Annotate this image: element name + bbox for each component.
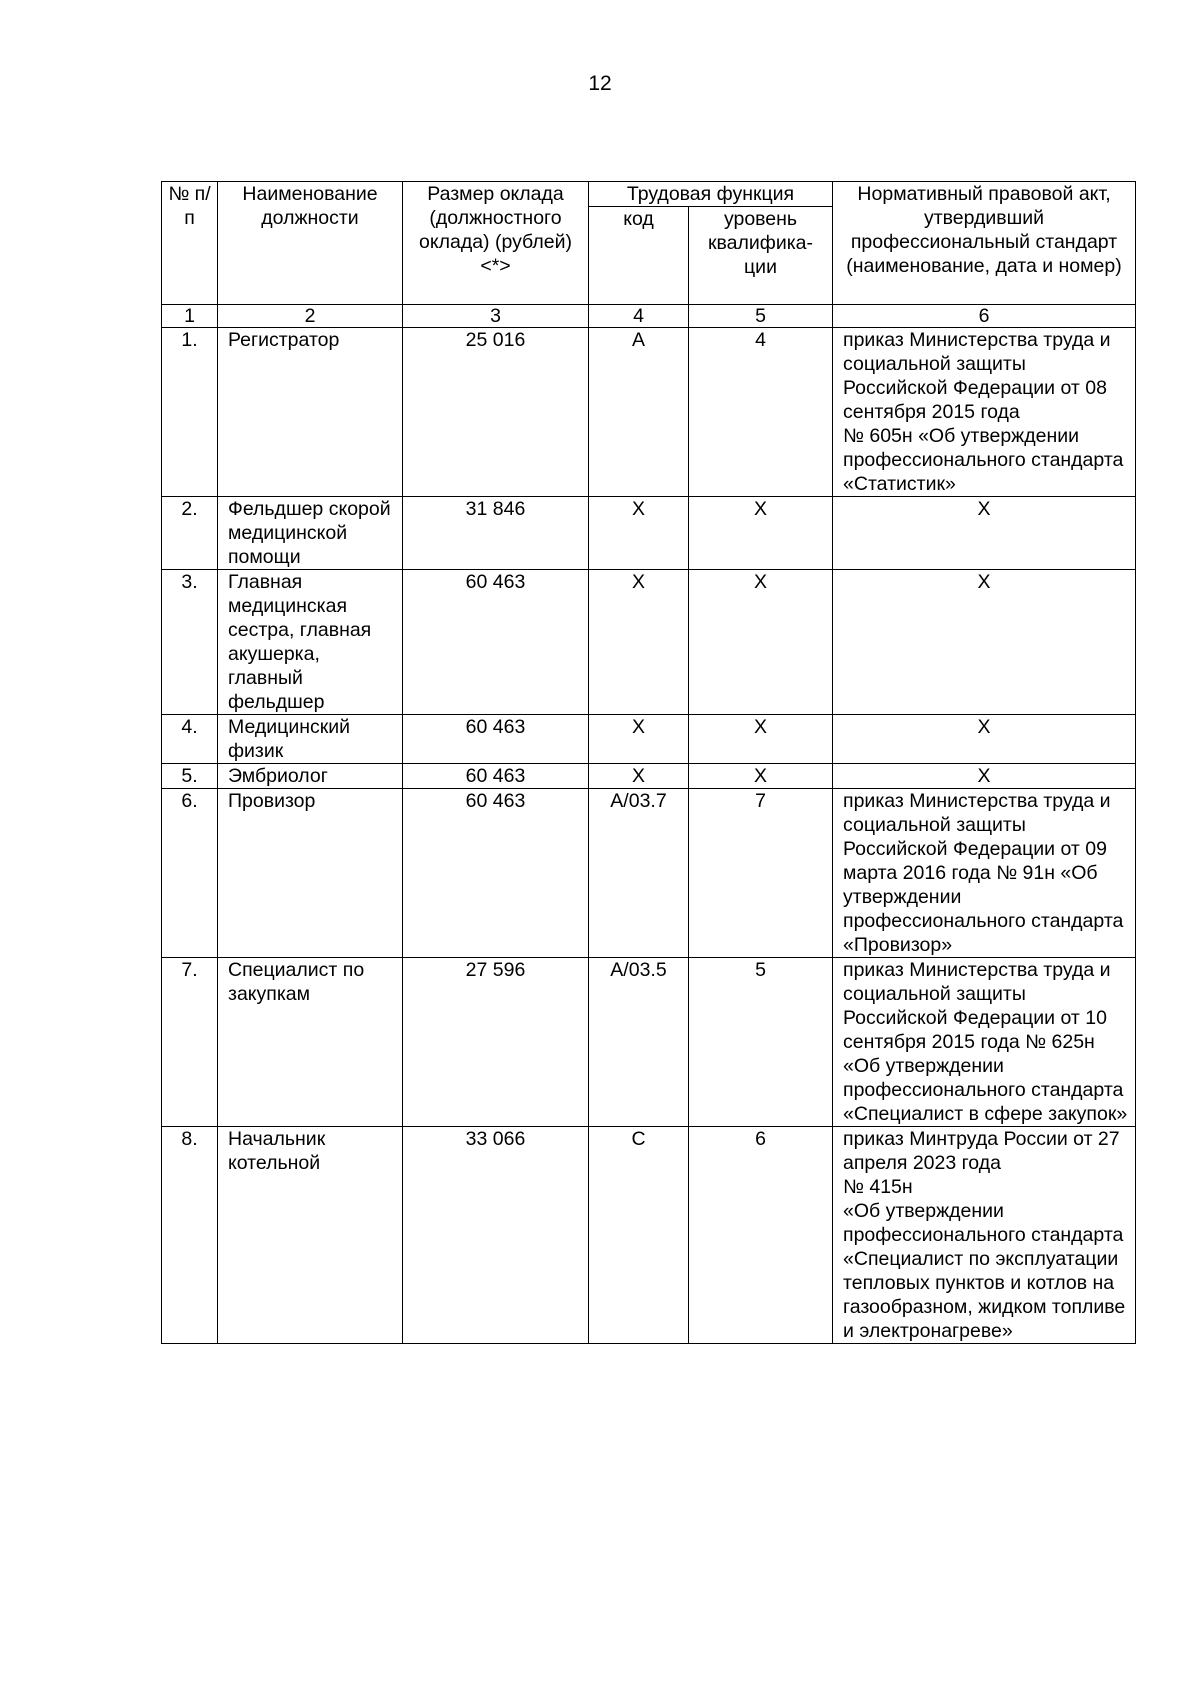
row-level: 7 <box>689 789 833 958</box>
row-level: Х <box>689 497 833 570</box>
column-number: 4 <box>589 305 689 328</box>
table-header-row <box>162 182 1136 207</box>
row-code: А <box>589 328 689 497</box>
row-level: 4 <box>689 328 833 497</box>
table-row <box>162 570 1136 715</box>
header-num: № п/п <box>162 182 218 305</box>
column-number: 6 <box>833 305 1136 328</box>
table-row <box>162 497 1136 570</box>
header-labor-function: Трудовая функция <box>589 182 833 207</box>
row-num: 3. <box>162 570 218 715</box>
row-position-name: Начальник котельной <box>218 1127 403 1344</box>
row-level: 5 <box>689 958 833 1127</box>
salary-table <box>161 181 1136 1344</box>
header-code: код <box>589 207 689 305</box>
column-number-row <box>162 305 1136 328</box>
table-row <box>162 789 1136 958</box>
row-act: Х <box>833 497 1136 570</box>
row-act: приказ Министерства труда и социальной защиты Российской Федерации от 10 сентября 2015 года № 625н «Об утверждении профессионального стандарта «Специалист в сфере закупок» <box>833 958 1136 1127</box>
row-code: А/03.7 <box>589 789 689 958</box>
header-name: Наименование должности <box>218 182 403 305</box>
row-act: приказ Министерства труда и социальной защиты Российской Федерации от 08 сентября 2015 года № 605н «Об утверждении профессионального стандарта «Статистик» <box>833 328 1136 497</box>
row-salary: 33 066 <box>403 1127 589 1344</box>
header-level: уровень квалифика-ции <box>689 207 833 305</box>
row-code: А/03.5 <box>589 958 689 1127</box>
column-number: 2 <box>218 305 403 328</box>
row-num: 5. <box>162 764 218 789</box>
row-salary: 60 463 <box>403 764 589 789</box>
row-salary: 31 846 <box>403 497 589 570</box>
row-act: приказ Минтруда России от 27 апреля 2023 года № 415н «Об утверждении профессионального стандарта «Специалист по эксплуатации тепловых пунктов и котлов на газообразном, жидком топливе и электронагреве» <box>833 1127 1136 1344</box>
table-row <box>162 715 1136 764</box>
page-number: 12 <box>588 72 612 95</box>
row-position-name: Медицинский физик <box>218 715 403 764</box>
table-row <box>162 328 1136 497</box>
row-code: Х <box>589 570 689 715</box>
row-level: Х <box>689 764 833 789</box>
row-num: 4. <box>162 715 218 764</box>
row-num: 7. <box>162 958 218 1127</box>
row-num: 8. <box>162 1127 218 1344</box>
row-salary: 60 463 <box>403 789 589 958</box>
row-position-name: Специалист по закупкам <box>218 958 403 1127</box>
row-level: Х <box>689 570 833 715</box>
row-act: Х <box>833 764 1136 789</box>
row-act: приказ Министерства труда и социальной защиты Российской Федерации от 09 марта 2016 года № 91н «Об утверждении профессионального стандарта «Провизор» <box>833 789 1136 958</box>
row-act: Х <box>833 570 1136 715</box>
row-code: Х <box>589 764 689 789</box>
table-row <box>162 764 1136 789</box>
row-num: 1. <box>162 328 218 497</box>
header-act: Нормативный правовой акт, утвердивший профессиональный стандарт (наименование, дата и номер) <box>833 182 1136 305</box>
row-salary: 27 596 <box>403 958 589 1127</box>
row-num: 6. <box>162 789 218 958</box>
column-number: 3 <box>403 305 589 328</box>
row-code: Х <box>589 715 689 764</box>
column-number: 1 <box>162 305 218 328</box>
row-level: 6 <box>689 1127 833 1344</box>
row-salary: 60 463 <box>403 715 589 764</box>
row-position-name: Провизор <box>218 789 403 958</box>
row-code: С <box>589 1127 689 1344</box>
row-position-name: Эмбриолог <box>218 764 403 789</box>
table-row <box>162 958 1136 1127</box>
row-act: Х <box>833 715 1136 764</box>
header-salary: Размер оклада (должностного оклада) (рублей) <*> <box>403 182 589 305</box>
row-salary: 25 016 <box>403 328 589 497</box>
row-position-name: Главная медицинская сестра, главная акушерка, главный фельдшер <box>218 570 403 715</box>
row-num: 2. <box>162 497 218 570</box>
row-salary: 60 463 <box>403 570 589 715</box>
row-position-name: Регистратор <box>218 328 403 497</box>
row-position-name: Фельдшер скорой медицинской помощи <box>218 497 403 570</box>
row-code: Х <box>589 497 689 570</box>
column-number: 5 <box>689 305 833 328</box>
row-level: Х <box>689 715 833 764</box>
table-row <box>162 1127 1136 1344</box>
